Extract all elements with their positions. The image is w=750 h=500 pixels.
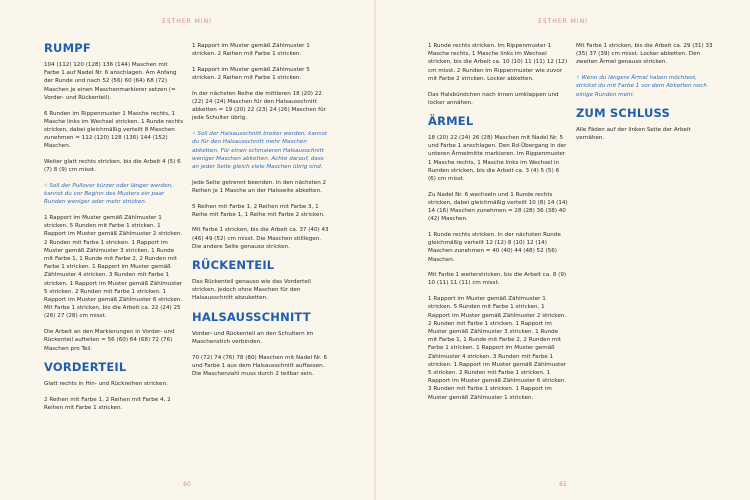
paragraph: 1 Rapport im Muster gemäß Zählmuster 1 stricken. 5 Runden mit Farbe 1 stricken. 1 Rapport im Muster gemäß Zählmuster 2 stricken. 2 Runden mit Farbe 1 stricken. 1 Rapport im Muster gemäß Zählmuster 3 stricken. 1 Runde mit Farbe 1, 1 Runde mit Farbe 2, 2 Runden mit Farbe 1 stricken. 1 Rapport im Muster gemäß Zählmuster 4 stricken. 3 Runden mit Farbe 1 stricken. 1 Rapport im Muster gemäß Zählmuster 5 stricken. 2 Runden mit Farbe 1 stricken. 1 Rapport im Muster gemäß Zählmuster 6 stricken. 3 Runden mit Farbe 1 stricken. 1 Rapport im Muster gemäß Zählmuster 1 stricken. bbox=[428, 296, 567, 401]
paragraph: Mit Farbe 1 stricken, bis die Arbeit ca. 37 (40) 43 (46) 49 (52) cm misst. Die Maschen stilllegen. Die andere Seite genauso stricken. bbox=[192, 227, 329, 250]
section-heading-vorderteil: VORDERTEIL bbox=[44, 359, 127, 374]
tip-text: Wenn du längere Ärmel haben möchtest, strickst du mit Farbe 1 vor dem Abketten noch einige Runden mehr. bbox=[576, 75, 707, 98]
paragraph: 1 Rapport im Muster gemäß Zählmuster 1 stricken. 5 Runden mit Farbe 1 stricken. 1 Rapport im Muster gemäß Zählmuster 2 stricken. 2 Runden mit Farbe 1 stricken. 1 Rapport im Muster gemäß Zählmuster 3 stricken. 1 Runde mit Farbe 1, 1 Runde mit Farbe 2, 2 Runden mit Farbe 1 stricken. 1 Rapport im Muster gemäß Zählmuster 4 stricken. 3 Runden mit Farbe 1 stricken. 1 Rapport im Muster gemäß Zählmuster 5 stricken. 2 Runden mit Farbe 1 stricken. 1 Rapport im Muster gemäß Zählmuster 6 stricken. Mit Farbe 1 stricken, bis die Arbeit ca. 22 (24) 25 (26) 27 (28) cm misst. bbox=[44, 215, 183, 320]
paragraph: 5 Reihen mit Farbe 1, 2 Reihen mit Farbe 3, 1 Reihe mit Farbe 1, 1 Reihe mit Farbe 2 stricken. bbox=[192, 203, 325, 218]
paragraph: 104 (112) 120 (128) 136 (144) Maschen mit Farbe 1 auf Nadel Nr. 6 anschlagen. Am Anfang der Runde und nach 52 (56) 60 (64) 68 (72) Maschen je einen Maschenmarkierer setzen (= Vorder- und Rückenteil). bbox=[44, 62, 177, 101]
paragraph: In der nächsten Reihe die mittleren 18 (20) 22 (22) 24 (24) Maschen für den Halsausschnitt abketten = 19 (20) 22 (23) 24 (26) Maschen für jede Schulter übrig. bbox=[192, 90, 326, 122]
paragraph: 18 (20) 22 (24) 26 (28) Maschen mit Nadel Nr. 5 und Farbe 1 anschlagen. Den Rd-Übergang in der unteren Ärmelmitte markieren. Im Rippenmuster 1 Masche rechts, 1 Masche links im Wechsel in Runden stricken, bis die Arbeit ca. 3 (4) 5 (5) 6 (6) cm misst. bbox=[428, 134, 567, 182]
paragraph: 1 Runde rechts stricken. Im Rippenmuster 1 Masche rechts, 1 Masche links im Wechsel stricken, bis die Arbeit ca. 10 (10) 11 (11) 12 (12) cm misst. 2 Runden im Rippenmuster wie zuvor mit Farbe 2 stricken. Locker abketten. bbox=[428, 43, 568, 82]
paragraph: Das Rückenteil genauso wie das Vorderteil stricken, jedoch ohne Maschen für den Halsausschnitt abzuketten. bbox=[192, 279, 311, 302]
tip-text: Soll der Halsausschnitt breiter werden, kannst du für den Halsausschnitt mehr Maschen abketten. Für einen schmaleren Halsausschnitt weniger Maschen abketten. Achte darauf, dass an jeder Seite gleich viele Maschen übrig sind. bbox=[192, 131, 327, 170]
running-head: ESTHER MINI bbox=[538, 18, 588, 25]
paragraph: Die Arbeit an den Markierungen in Vorder- und Rückenteil aufteilen = 56 (60) 64 (68) 72 (76) Maschen pro Teil. bbox=[44, 329, 175, 352]
left-page bbox=[0, 0, 374, 500]
paragraph: Weiter glatt rechts stricken, bis die Arbeit 4 (5) 6 (7) 8 (9) cm misst. bbox=[44, 159, 181, 174]
section-heading-zum-schluss: ZUM SCHLUSS bbox=[576, 105, 670, 120]
left-column-1 bbox=[44, 42, 184, 419]
paragraph: 70 (72) 74 (76) 78 (80) Maschen mit Nadel Nr. 6 und Farbe 1 aus dem Halsausschnitt auffassen. Die Maschenzahl muss durch 2 teilbar sein. bbox=[192, 354, 328, 377]
tip-note bbox=[576, 74, 716, 99]
section-heading-rueckenteil: RÜCKENTEIL bbox=[192, 258, 275, 273]
tip-note bbox=[192, 130, 332, 171]
right-page bbox=[376, 0, 750, 500]
paragraph: Jede Seite getrennt beenden. In den nächsten 2 Reihen je 1 Masche an der Halsseite abketten. bbox=[192, 179, 327, 194]
section-heading-halsausschnitt: HALSAUSSCHNITT bbox=[192, 309, 311, 324]
section-heading-rumpf: RUMPF bbox=[44, 41, 91, 55]
paragraph: Mit Farbe 1 stricken, bis die Arbeit ca. 29 (31) 33 (35) 37 (39) cm misst. Locker abketten. Den zweiten Ärmel genauso stricken. bbox=[576, 43, 713, 66]
paragraph: Vorder- und Rückenteil an den Schultern im Maschenstich verbinden. bbox=[192, 330, 314, 345]
right-column-2 bbox=[576, 42, 716, 150]
left-column-2 bbox=[192, 42, 332, 386]
running-head: ESTHER MINI bbox=[162, 18, 212, 25]
tip-text: Soll der Pullover kürzer oder länger werden, kannst du vor Beginn des Musters ein paar Runden weniger oder mehr stricken. bbox=[44, 182, 173, 206]
paragraph: 1 Rapport im Muster gemäß Zählmuster 5 stricken. 2 Reihen mit Farbe 1 stricken. bbox=[192, 66, 310, 82]
hand-pointer-icon: ☝ bbox=[192, 131, 196, 138]
section-heading-aermel: ÄRMEL bbox=[428, 113, 474, 128]
paragraph: Glatt rechts in Hin- und Rückreihen stricken. bbox=[44, 380, 168, 387]
right-column-1 bbox=[428, 42, 568, 409]
hand-pointer-icon: ☝ bbox=[576, 75, 580, 82]
hand-pointer-icon: ☝ bbox=[44, 182, 48, 189]
paragraph: Alle Fäden auf der linken Seite der Arbeit vernähen. bbox=[576, 126, 691, 141]
paragraph: 6 Runden im Rippenmuster 1 Masche rechts, 1 Masche links im Wechsel stricken. 1 Runde rechts stricken, dabei gleichmäßig verteilt 8 Maschen zunehmen = 112 (120) 128 (136) 144 (152) Maschen. bbox=[44, 110, 184, 150]
page-number: 60 bbox=[183, 481, 191, 488]
paragraph: 1 Runde rechts stricken. In der nächsten Runde gleichmäßig verteilt 12 (12) 8 (10) 12 (14) Maschen zunehmen = 40 (40) 44 (48) 52 (56) Maschen. bbox=[428, 231, 561, 263]
page-number: 61 bbox=[559, 481, 567, 488]
paragraph: 2 Reihen mit Farbe 1, 2 Reihen mit Farbe 4, 2 Reihen mit Farbe 1 stricken. bbox=[44, 396, 171, 411]
tip-note bbox=[44, 182, 184, 207]
paragraph: Das Halsbündchen nach innen umklappen und locker annähen. bbox=[428, 91, 559, 106]
paragraph: Mit Farbe 1 weiterstricken, bis die Arbeit ca. 8 (9) 10 (11) 11 (11) cm misst. bbox=[428, 272, 567, 287]
paragraph: Zu Nadel Nr. 6 wechseln und 1 Runde rechts stricken, dabei gleichmäßig verteilt 10 (8) 14 (14) 14 (16) Maschen zunehmen = 28 (28) 36 (38) 40 (42) Maschen. bbox=[428, 191, 568, 223]
paragraph: 1 Rapport im Muster gemäß Zählmuster 1 stricken. 2 Reihen mit Farbe 1 stricken. bbox=[192, 43, 310, 58]
